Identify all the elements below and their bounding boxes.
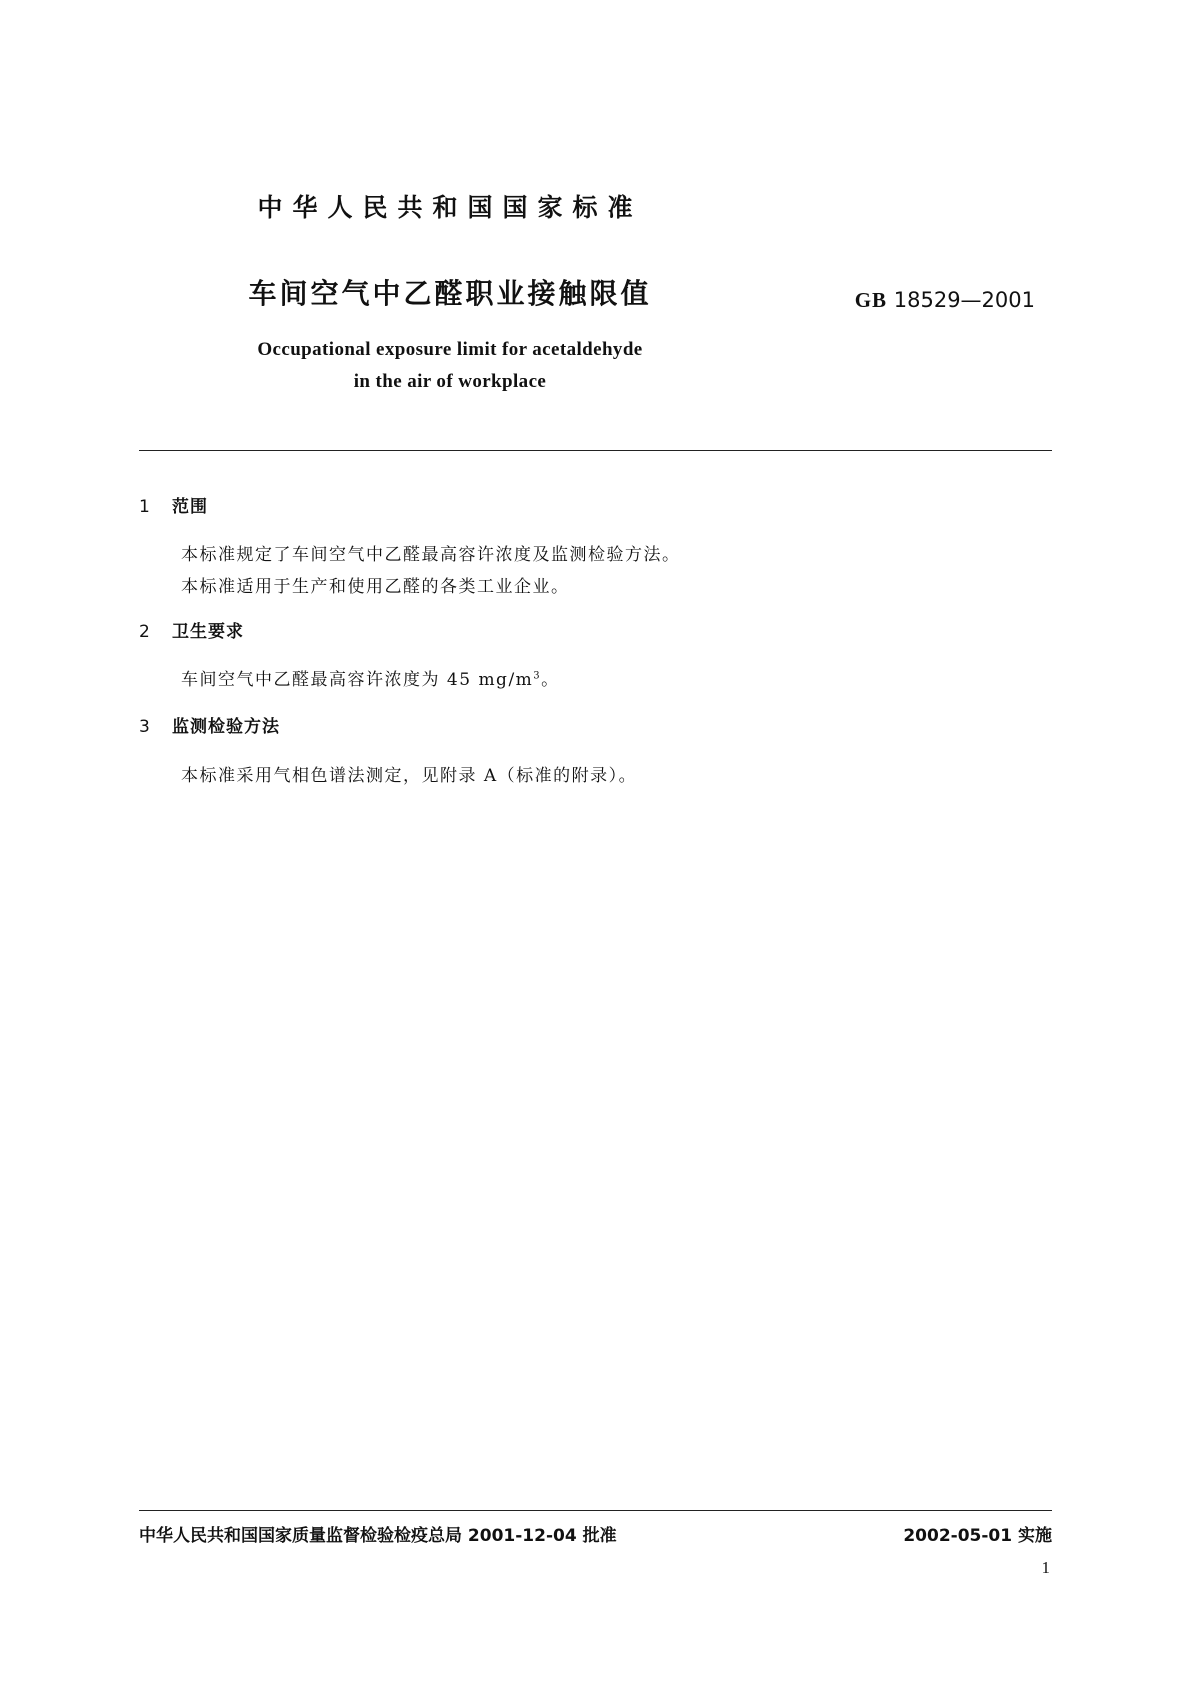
national-standard-title: 中华人民共和国国家标准: [257, 193, 643, 222]
section-number: 3: [139, 717, 151, 737]
section-number: 1: [139, 497, 151, 517]
section-title: 监测检验方法: [172, 717, 280, 737]
standard-number: [855, 288, 1035, 313]
section-number: 2: [139, 622, 151, 642]
section-3-heading: [139, 712, 280, 737]
section-1-paragraph-1: 本标准规定了车间空气中乙醛最高容许浓度及监测检验方法。: [181, 545, 681, 565]
unit-exponent: 3: [533, 670, 542, 682]
english-title-line-2: in the air of workplace: [353, 371, 547, 392]
section-3-paragraph: 本标准采用气相色谱法测定，见附录 A（标准的附录）。: [181, 766, 638, 786]
english-title-line-1: Occupational exposure limit for acetaldehyde: [257, 339, 643, 360]
footer-divider: [139, 1510, 1052, 1511]
section-2-paragraph: [181, 665, 560, 690]
section-2-heading: [139, 617, 244, 642]
section-1-heading: [139, 492, 208, 517]
standard-code: 18529—2001: [893, 288, 1035, 312]
section-1-paragraph-2: 本标准适用于生产和使用乙醛的各类工业企业。: [181, 577, 570, 597]
approval-statement: 中华人民共和国国家质量监督检验检疫总局 2001-12-04 批准: [139, 1526, 617, 1546]
sentence-end: 。: [541, 670, 560, 690]
page-number: 1: [1041, 1558, 1050, 1577]
standard-prefix: GB: [854, 288, 888, 312]
section-title: 范围: [172, 497, 208, 517]
document-title: 车间空气中乙醛职业接触限值: [248, 277, 652, 310]
limit-text: 车间空气中乙醛最高容许浓度为 45 mg/m: [181, 670, 534, 690]
header-divider: [139, 450, 1052, 451]
english-title: [0, 334, 900, 398]
implementation-date: 2002-05-01 实施: [903, 1526, 1052, 1546]
section-title: 卫生要求: [172, 622, 244, 642]
